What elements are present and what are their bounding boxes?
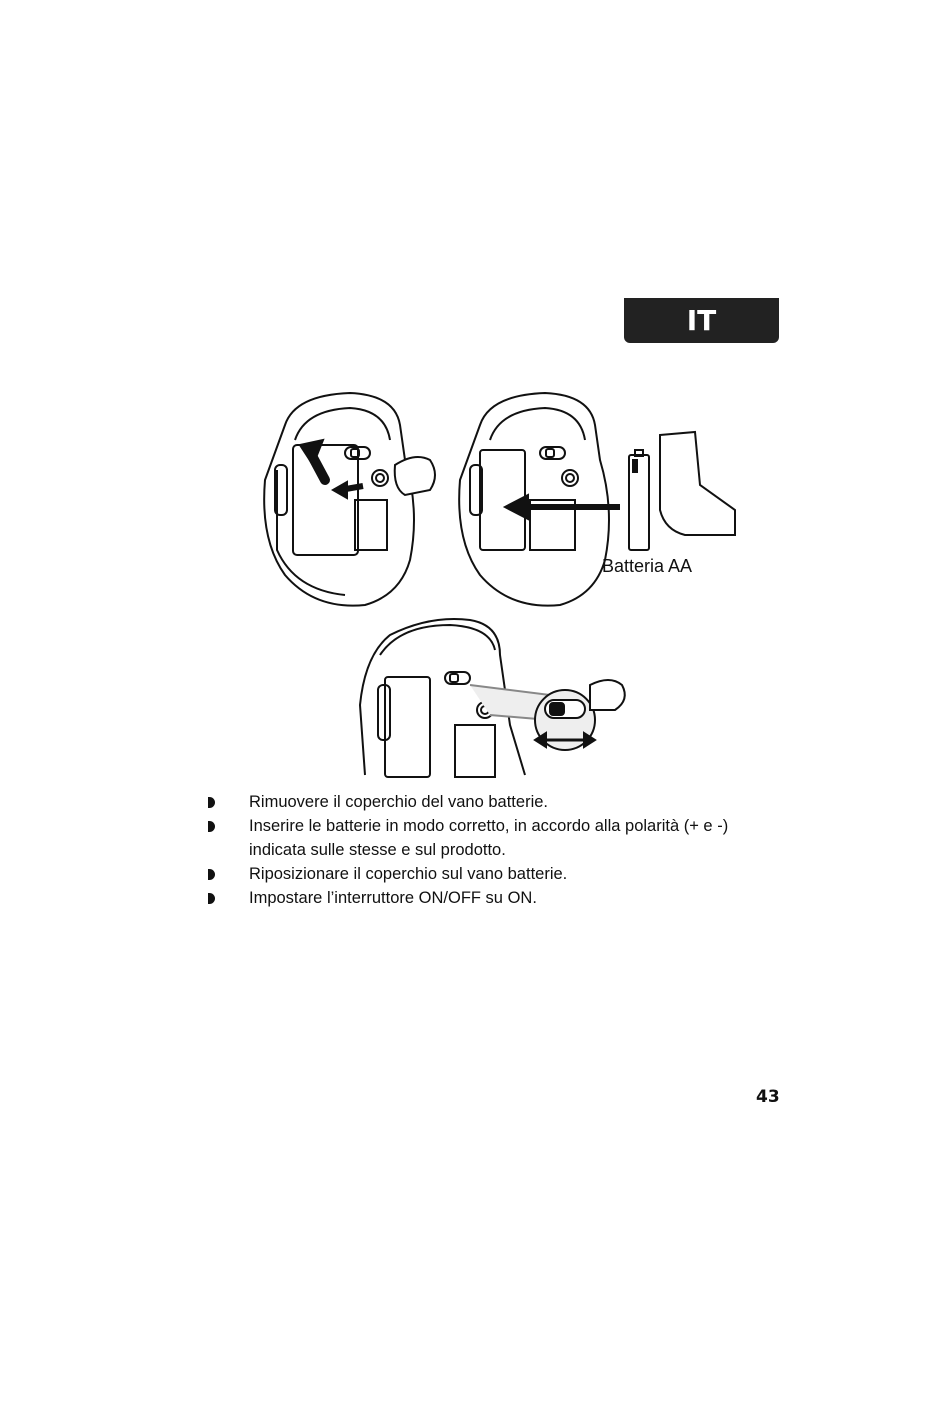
instruction-text: Rimuovere il coperchio del vano batterie. [249, 793, 548, 811]
list-item [208, 862, 768, 886]
instruction-list [208, 790, 768, 910]
mouse-bottom-icon [459, 393, 620, 606]
battery-label: Batteria AA [602, 556, 693, 576]
bullet-icon [208, 893, 215, 904]
aa-battery-icon [629, 450, 649, 550]
power-switch-zoom-icon [535, 680, 625, 750]
list-item [208, 886, 768, 910]
battery-installation-illustration-top [255, 390, 755, 615]
instruction-text: Impostare l’interruttore ON/OFF su ON. [249, 889, 537, 907]
battery-installation-illustration-bottom [350, 615, 640, 780]
page-number: 43 [756, 1087, 780, 1107]
list-item [208, 814, 768, 862]
instruction-text: Inserire le batterie in modo corretto, in accordo alla polarità (+ e -) indicata sulle stesse e sul prodotto. [249, 817, 729, 859]
bullet-icon [208, 797, 215, 808]
bullet-icon [208, 821, 215, 832]
battery-cover-icon [660, 432, 735, 535]
list-item [208, 790, 768, 814]
bullet-icon [208, 869, 215, 880]
instruction-text: Riposizionare il coperchio sul vano batterie. [249, 865, 568, 883]
mouse-bottom-icon [264, 393, 435, 606]
language-tab: IT [624, 298, 779, 343]
